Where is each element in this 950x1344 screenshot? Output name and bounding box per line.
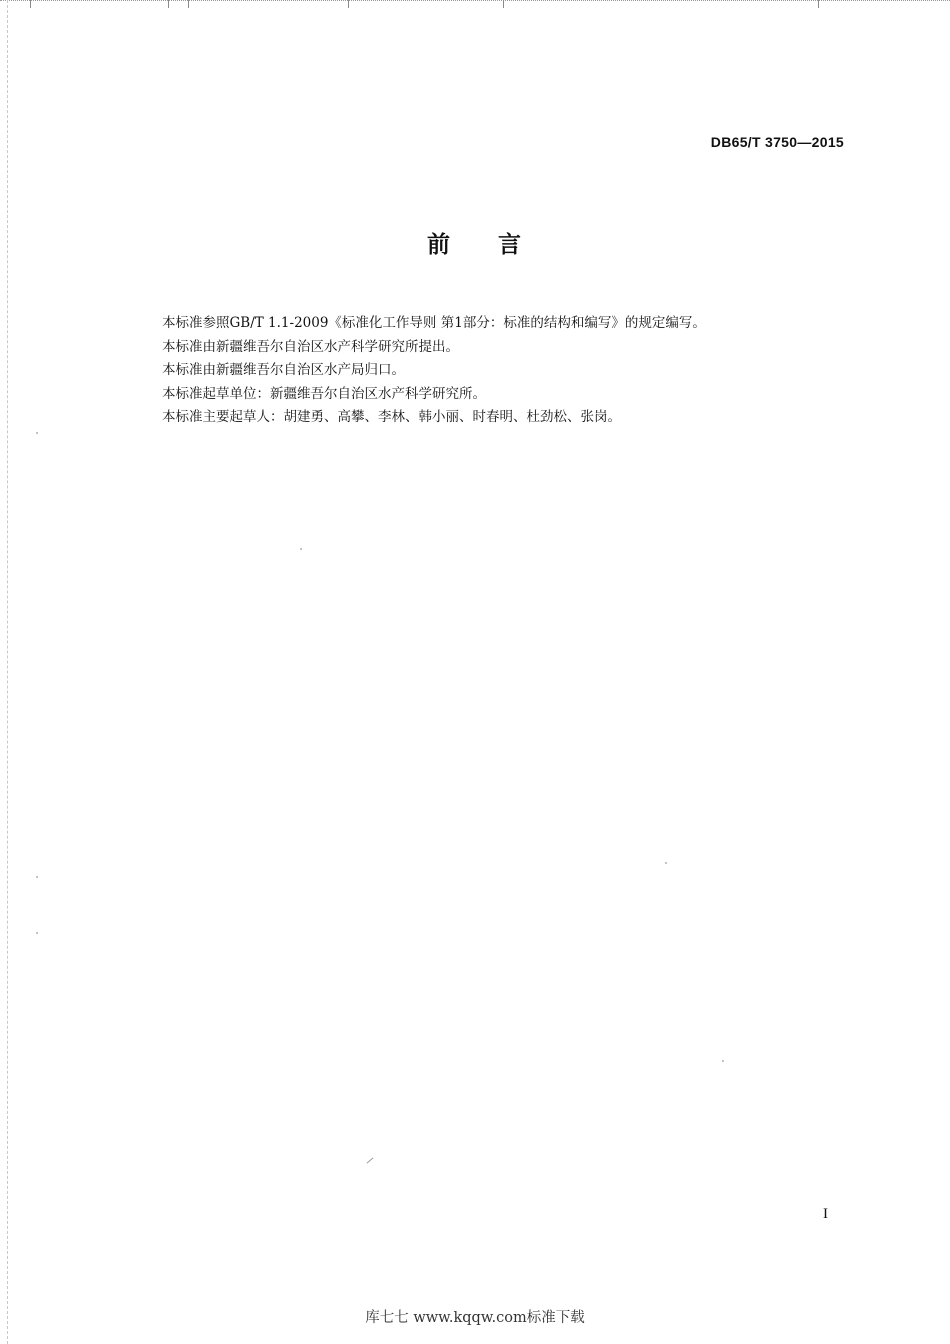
preface-line-drafting-unit: 本标准起草单位：新疆维吾尔自治区水产科学研究所。 — [162, 385, 486, 402]
preface-line-drafters: 本标准主要起草人：胡建勇、高攀、李林、韩小丽、时春明、杜劲松、张岗。 — [162, 409, 621, 425]
scan-edge-top — [0, 0, 950, 8]
preface-line-managed-by: 本标准由新疆维吾尔自治区水产局归口。 — [162, 362, 405, 378]
watermark-text: 库七七 www.kqqw.com标准下载 — [365, 1310, 585, 1326]
scan-speck — [36, 876, 38, 878]
preface-body — [162, 312, 842, 430]
document-code: DB65/T 3750—2015 — [710, 134, 844, 150]
scan-edge-left — [7, 0, 9, 1344]
scan-tick — [30, 0, 31, 8]
preface-line-reference: 本标准参照GB/T 1.1-2009《标准化工作导则 第1部分：标准的结构和编写》的规定编写。 — [162, 315, 706, 331]
preface-title-char: 言 — [498, 232, 523, 258]
scan-speck — [722, 1060, 724, 1062]
scan-mark — [367, 1158, 374, 1164]
scan-speck — [300, 548, 302, 550]
scan-speck — [36, 432, 38, 434]
scan-tick — [188, 0, 189, 8]
scan-tick — [348, 0, 349, 8]
scan-speck — [36, 932, 38, 934]
scan-tick — [168, 0, 169, 8]
scan-tick — [503, 0, 504, 8]
scan-tick — [818, 0, 819, 8]
preface-line-proposed-by: 本标准由新疆维吾尔自治区水产科学研究所提出。 — [162, 338, 459, 355]
scan-speck — [665, 862, 667, 864]
page-number: I — [823, 1206, 828, 1222]
preface-title-char: 前 — [427, 232, 452, 258]
preface-title — [0, 226, 950, 259]
